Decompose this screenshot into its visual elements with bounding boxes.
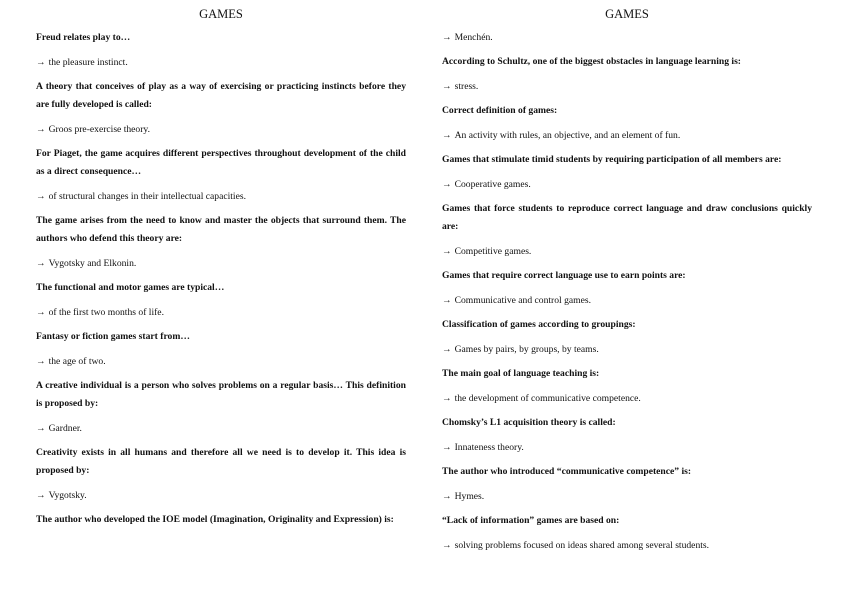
question-text: Freud relates play to… (36, 32, 131, 43)
left-column (36, 0, 406, 529)
answer-value: Vygotsky. (48, 490, 87, 501)
arrow-icon: → (36, 307, 46, 318)
answer-value: Games by pairs, by groups, by teams. (454, 344, 599, 355)
answer-text (442, 341, 812, 359)
question-text: The functional and motor games are typical… (36, 282, 225, 293)
right-title: GAMES (605, 7, 649, 21)
answer-value: solving problems focused on ideas shared among several students. (454, 540, 710, 551)
answer-text (442, 243, 812, 261)
arrow-icon: → (442, 179, 452, 190)
arrow-icon: → (442, 540, 452, 551)
answer-value: the development of communicative competence. (454, 393, 641, 404)
left-qa-list (36, 29, 406, 529)
arrow-icon: → (442, 344, 452, 355)
answer-value: Vygotsky and Elkonin. (48, 258, 137, 269)
arrow-icon: → (36, 124, 46, 135)
answer-value: Cooperative games. (454, 179, 531, 190)
right-qa-list (442, 53, 812, 555)
question-text: A creative individual is a person who solves problems on a regular basis… This definition is proposed by: (36, 380, 406, 409)
question-text: Games that stimulate timid students by requiring participation of all members are: (442, 154, 782, 165)
question-text: Classification of games according to groupings: (442, 319, 636, 330)
answer-value: stress. (454, 81, 479, 92)
answer-text (442, 127, 812, 145)
answer-value: Communicative and control games. (454, 295, 592, 306)
arrow-icon: → (442, 81, 452, 92)
answer-text (442, 488, 812, 506)
answer-value: Groos pre-exercise theory. (48, 124, 150, 135)
question-text: Games that require correct language use to earn points are: (442, 270, 686, 281)
arrow-icon: → (442, 393, 452, 404)
question-text: Chomsky’s L1 acquisition theory is called: (442, 417, 616, 428)
question-text: Correct definition of games: (442, 105, 558, 116)
answer-value: the age of two. (48, 356, 106, 367)
answer-value: of the first two months of life. (48, 307, 164, 318)
answer-text (442, 390, 812, 408)
answer-text (36, 487, 406, 505)
question-text: For Piaget, the game acquires different perspectives throughout development of the child as a direct consequence… (36, 148, 406, 177)
answer-text (36, 420, 406, 438)
arrow-icon: → (36, 258, 46, 269)
answer-text (36, 188, 406, 206)
question-text: The main goal of language teaching is: (442, 368, 600, 379)
answer-value: An activity with rules, an objective, and an element of fun. (454, 130, 681, 141)
answer-text (36, 353, 406, 371)
answer-text (442, 537, 812, 555)
answer-text (36, 121, 406, 139)
arrow-icon: → (442, 32, 452, 43)
arrow-icon: → (36, 57, 46, 68)
question-text: A theory that conceives of play as a way of exercising or practicing instincts before they are fully developed is called: (36, 81, 406, 110)
answer-value: Gardner. (48, 423, 82, 434)
arrow-icon: → (36, 191, 46, 202)
answer-value: Innateness theory. (454, 442, 524, 453)
right-column (442, 0, 812, 561)
question-text: Fantasy or fiction games start from… (36, 331, 190, 342)
answer-text (442, 176, 812, 194)
question-text: The game arises from the need to know and master the objects that surround them. The authors who defend this theory are: (36, 215, 406, 244)
question-text: Games that force students to reproduce correct language and draw conclusions quickly are: (442, 203, 812, 232)
answer-text (442, 439, 812, 457)
answer-text (442, 292, 812, 310)
answer-text (36, 54, 406, 72)
arrow-icon: → (442, 295, 452, 306)
arrow-icon: → (442, 130, 452, 141)
answer-text (36, 255, 406, 273)
question-text: “Lack of information” games are based on: (442, 515, 620, 526)
arrow-icon: → (36, 490, 46, 501)
left-title: GAMES (199, 7, 243, 21)
arrow-icon: → (36, 423, 46, 434)
answer-value: Competitive games. (454, 246, 532, 257)
question-text: According to Schultz, one of the biggest obstacles in language learning is: (442, 56, 742, 67)
answer-value: Menchén. (454, 32, 493, 43)
arrow-icon: → (442, 442, 452, 453)
answer-text (36, 304, 406, 322)
question-text: The author who developed the IOE model (Imagination, Originality and Expression) is: (36, 514, 394, 525)
arrow-icon: → (36, 356, 46, 367)
answer-text (442, 78, 812, 96)
answer-value: Hymes. (454, 491, 485, 502)
arrow-icon: → (442, 246, 452, 257)
answer-text (442, 29, 812, 47)
question-text: Creativity exists in all humans and therefore all we need is to develop it. This idea is proposed by: (36, 447, 406, 476)
question-text: The author who introduced “communicative competence” is: (442, 466, 692, 477)
answer-value: the pleasure instinct. (48, 57, 128, 68)
answer-value: of structural changes in their intellectual capacities. (48, 191, 246, 202)
arrow-icon: → (442, 491, 452, 502)
